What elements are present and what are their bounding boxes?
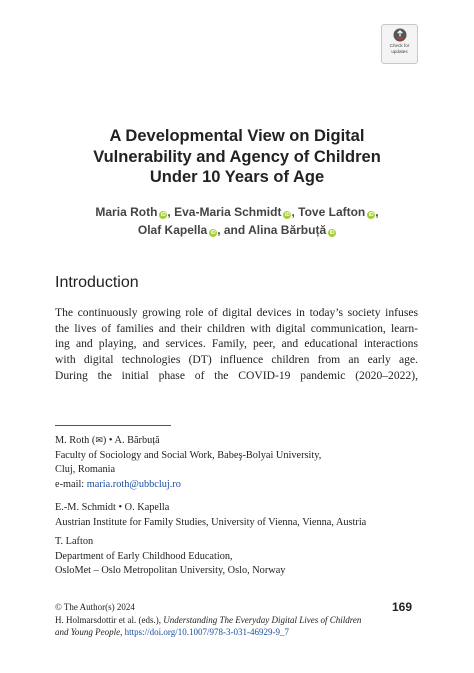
orcid-icon[interactable]: iD: [284, 212, 290, 218]
author-name: Eva-Maria Schmidt: [174, 205, 282, 219]
paragraph-line: the lives of families and their children with digital communication, learn-: [55, 321, 418, 335]
badge-label-1: Check for: [389, 43, 410, 48]
paragraph-line: The continuously growing role of digital devices in today’s society infuses: [55, 306, 418, 319]
title-line-3: Under 10 Years of Age: [149, 168, 325, 186]
affiliation-group-1: [55, 433, 435, 492]
footnote-divider: [55, 425, 171, 426]
copyright-line: © The Author(s) 2024: [55, 602, 135, 612]
book-title-cont: and Young People: [55, 627, 121, 637]
citation-separator: ,: [120, 627, 125, 637]
page-number: 169: [392, 600, 413, 614]
paragraph-line: with digital technologies (DT) influence children from an early age.: [55, 353, 418, 367]
chapter-title: [40, 126, 434, 188]
book-title: Understanding The Everyday Digital Lives of Children: [163, 614, 362, 625]
affiliation-line: Faculty of Sociology and Social Work, Babeş-Bolyai University,: [55, 449, 322, 461]
section-heading: Introduction: [55, 274, 139, 291]
author-name: Alina Bărbuță: [248, 222, 327, 237]
author-separator: , and: [217, 222, 246, 237]
intro-paragraph: [55, 305, 418, 384]
author-name: Tove Lafton: [298, 205, 366, 219]
orcid-icon[interactable]: iD: [329, 229, 335, 236]
title-line-2: Vulnerability and Agency of Children: [93, 147, 381, 166]
affiliation-names: E.-M. Schmidt • O. Kapella: [55, 502, 170, 513]
email-label: e-mail:: [55, 478, 87, 490]
author-separator: ,: [375, 205, 379, 219]
author-separator: ,: [291, 205, 295, 219]
author-name: Olaf Kapella: [137, 222, 208, 237]
paragraph-line: During the initial phase of the COVID-19 pandemic (2020–2022),: [55, 368, 418, 382]
affiliation-line: OsloMet – Oslo Metropolitan University, Oslo, Norway: [55, 565, 286, 576]
email-link[interactable]: maria.roth@ubbcluj.ro: [86, 478, 181, 490]
paragraph-line: ing and playing, and services. Family, peer, and educational interactions: [55, 337, 418, 351]
mail-icon[interactable]: ✉: [95, 435, 103, 445]
check-for-updates-badge[interactable]: [381, 24, 418, 64]
affiliation-group-3: [55, 535, 435, 579]
author-separator: ,: [167, 205, 171, 219]
citation-text: H. Holmarsdottir et al. (eds.),: [55, 614, 164, 625]
affiliation-names: T. Lafton: [55, 536, 94, 547]
orcid-icon[interactable]: iD: [160, 212, 166, 218]
affiliation-line: Department of Early Childhood Education,: [55, 550, 233, 562]
doi-link[interactable]: https://doi.org/10.1007/978-3-031-46929-9_7: [124, 627, 290, 637]
orcid-icon[interactable]: iD: [210, 229, 216, 236]
check-for-updates-icon: [393, 28, 407, 42]
author-name: Maria Roth: [95, 205, 158, 219]
author-list: [40, 204, 434, 239]
affiliation-names-post: ) • A. Bărbuță: [102, 435, 160, 446]
affiliation-names: M. Roth (: [55, 435, 96, 446]
affiliation-group-2: [55, 501, 435, 530]
affiliation-line: Austrian Institute for Family Studies, University of Vienna, Vienna, Austria: [55, 516, 367, 528]
badge-label-2: updates: [391, 49, 408, 54]
affiliation-line: Cluj, Romania: [55, 464, 116, 475]
orcid-icon[interactable]: iD: [368, 212, 374, 218]
copyright-footer: [55, 601, 435, 639]
title-line-1: A Developmental View on Digital: [109, 127, 365, 145]
